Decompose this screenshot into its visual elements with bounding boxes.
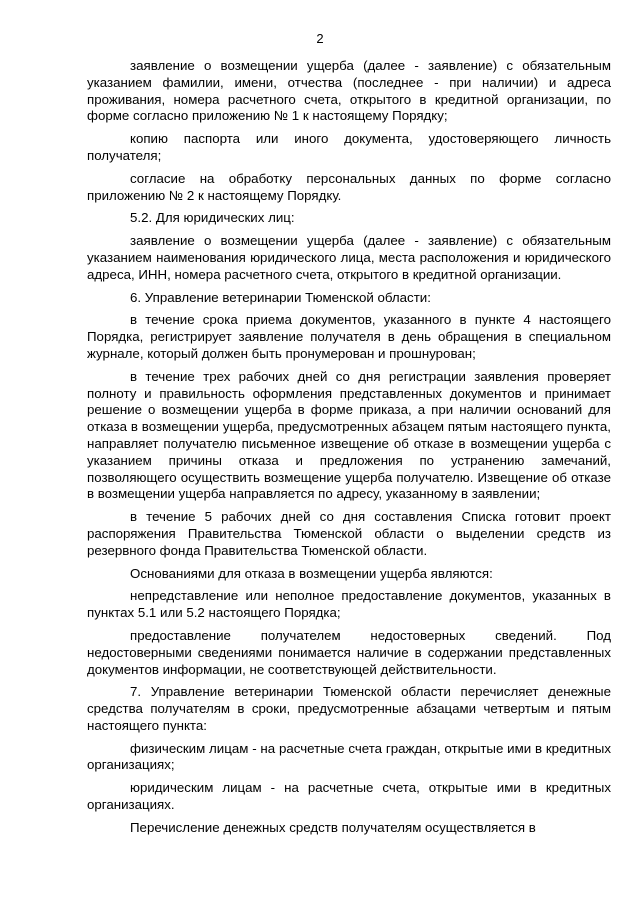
paragraph: Основаниями для отказа в возмещении ущерба являются:: [130, 565, 493, 581]
paragraph: предоставление получателем недостоверных сведений. Под недостоверными сведениями понимается наличие в содержании представленных документов информации, не соответствующей действительности.: [87, 627, 611, 677]
paragraph: копию паспорта или иного документа, удостоверяющего личность получателя;: [87, 131, 611, 163]
paragraph: 7. Управление ветеринарии Тюменской области перечисляет денежные средства получателям в сроки, предусмотренные абзацами четвертым и пятым настоящего пункта:: [87, 684, 611, 733]
paragraph: непредставление или неполное предоставление документов, указанных в пунктах 5.1 или 5.2 настоящего Порядка;: [87, 588, 611, 621]
page-number: 2: [316, 31, 324, 46]
document-body: [87, 58, 611, 843]
paragraph: в течение срока приема документов, указанного в пункте 4 настоящего Порядка, регистрирует заявление получателя в день обращения в специальном журнале, который должен быть пронумерован и прошнурован;: [87, 312, 611, 361]
paragraph: юридическим лицам - на расчетные счета, открытые ими в кредитных организациях.: [87, 780, 611, 813]
paragraph: заявление о возмещении ущерба (далее - заявление) с обязательным указанием наименования юридического лица, места расположения и юридического адреса, ИНН, номера расчетного счета, открытого в кредитной организации.: [87, 233, 611, 282]
paragraph: Перечисление денежных средств получателям осуществляется в: [130, 819, 536, 835]
paragraph: физическим лицам - на расчетные счета граждан, открытые ими в кредитных организациях;: [87, 740, 611, 773]
section-heading: 6. Управление ветеринарии Тюменской области:: [130, 289, 431, 305]
paragraph: заявление о возмещении ущерба (далее - заявление) с обязательным указанием фамилии, имени, отчества (последнее - при наличии) и адреса проживания, номера расчетного счета, открытого в кредитной организации, по форме согласно приложению № 1 к настоящему Порядку;: [87, 58, 611, 124]
paragraph: в течение трех рабочих дней со дня регистрации заявления проверяет полноту и правильность оформления представленных документов и принимает решение о возмещении ущерба в форме приказа, а при наличии оснований для отказа в возмещении ущерба, предусмотренных абзацем пятым настоящего пункта, направляет получателю письменное извещение об отказе в возмещении ущерба с указанием причины отказа и предложения по устранению замечаний, позволяющего осуществить возмещение ущерба получателю. Извещение об отказе в возмещении ущерба направляется по адресу, указанному в заявлении;: [87, 368, 611, 502]
paragraph: в течение 5 рабочих дней со дня составления Списка готовит проект распоряжения Правительства Тюменской области о выделении средств из резервного фонда Правительства Тюменской области.: [87, 509, 611, 558]
paragraph: согласие на обработку персональных данных по форме согласно приложению № 2 к настоящему Порядку.: [87, 170, 611, 203]
section-heading: 5.2. Для юридических лиц:: [130, 210, 295, 226]
